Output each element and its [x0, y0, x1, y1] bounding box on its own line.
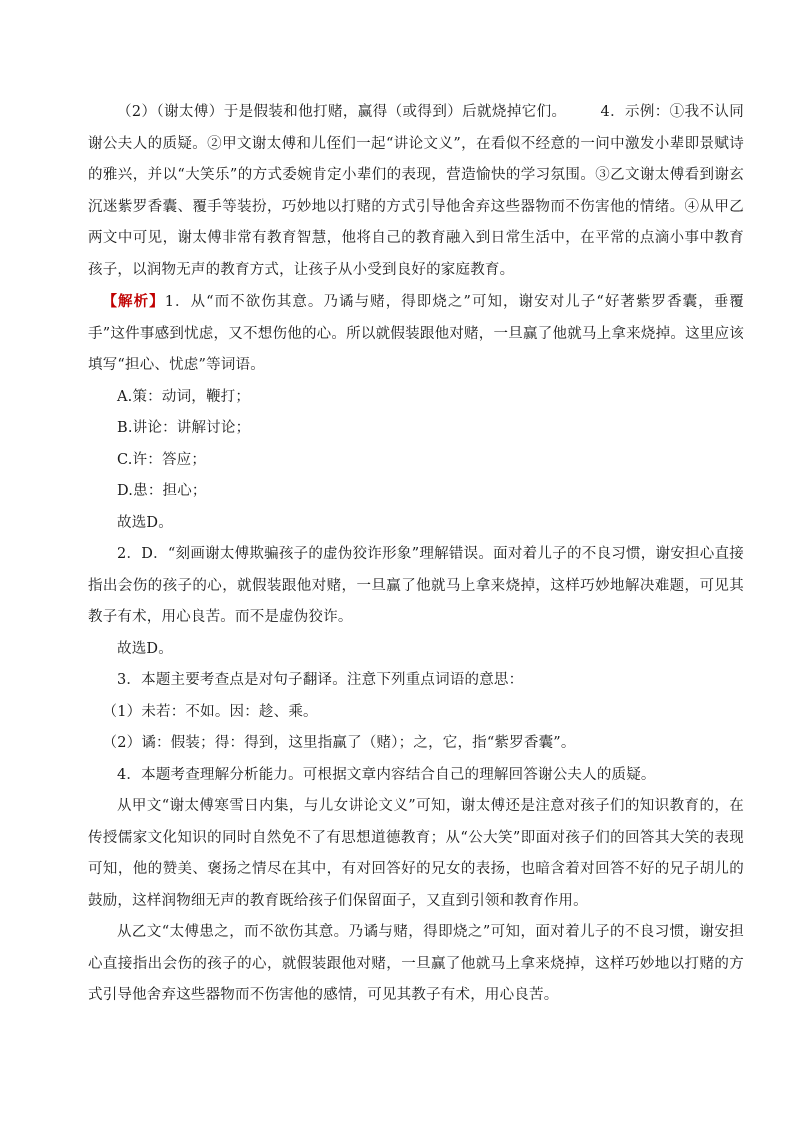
analysis-q3: 3．本题主要考查点是对句子翻译。注意下列重点词语的意思： — [117, 672, 524, 688]
analysis-paragraph-1 — [88, 286, 744, 382]
analysis-q4-text-a: 从甲文“谢太傅寒雪日内集，与儿女讲论文义”可知，谢太傅还是注意对孩子们的知识教育的，在传授儒家文化知识的同时自然免不了有思想道德教育；从“公大笑”即面对孩子们的回答其大笑的表现可知，他的赞美、褒扬之情尽在其中，有对回答好的兄女的表扬，也暗含着对回答不好的兄子胡儿的鼓励，这样润物细无声的教育既给孩子们保留面子，又直到引领和教育作用。 — [88, 798, 744, 909]
analysis-q4: 4．本题考查理解分析能力。可根据文章内容结合自己的理解回答谢公夫人的质疑。 — [117, 766, 656, 783]
analysis-q1: 1．从“而不欲伤其意。乃谲与赌，得即烧之”可知，谢安对儿子“好著紫罗香囊，垂覆手”这件事感到忧虑，又不想伤他的心。所以就假装跟他对赌，一旦赢了他就马上拿来烧掉。这里应该填写“担心、忧虑”等词语。 — [88, 294, 744, 373]
choose-answer-2: 故选D。 — [117, 640, 173, 657]
analysis-q3-item-2: （2）谲：假装；得：得到，这里指赢了（赌）；之，它，指“紫罗香囊”。 — [102, 735, 576, 751]
answer-3-2: （2）（谢太傅）于是假装和他打赌，赢得（或得到）后就烧掉它们。 — [117, 104, 567, 120]
option-c: C.许：答应； — [117, 451, 207, 468]
option-a: A.策：动词，鞭打； — [117, 388, 251, 405]
analysis-tag: 【解析】 — [102, 293, 165, 310]
analysis-q2: 2．D．“刻画谢太傅欺骗孩子的虚伪狡诈形象”理解错误。面对着儿子的不良习惯，谢安担心直接指出会伤的孩子的心，就假装跟他对赌，一旦赢了他就马上拿来烧掉，这样巧妙地解决难题，可见其教子有术，用心良苦。而不是虚伪狡诈。 — [88, 546, 744, 625]
analysis-q4-text-b: 从乙文“太傅患之，而不欲伤其意。乃谲与赌，得即烧之”可知，面对着儿子的不良习惯，谢安担心直接指出会伤的孩子的心，就假装跟他对赌，一旦赢了他就马上拿来烧掉，这样巧妙地以打赌的方式引导他舍弃这些器物而不伤害他的感情，可见其教子有术，用心良苦。 — [88, 924, 744, 1003]
document-body — [88, 97, 744, 1012]
option-b: B.讲论：讲解讨论； — [117, 420, 251, 436]
choose-answer-1: 故选D。 — [117, 514, 173, 531]
answer-4: 4．示例：①我不认同谢公夫人的质疑。②甲文谢太傅和儿侄们一起“讲论文义”，在看似不经意的一问中激发小辈即景赋诗的雅兴，并以“大笑乐”的方式委婉肯定小辈们的表现，营造愉快的学习氛围。③乙文谢太傅看到谢玄沉迷紫罗香囊、覆手等装扮，巧妙地以打赌的方式引导他舍弃这些器物而不伤害他的情绪。④从甲乙两文中可见，谢太傅非常有教育智慧，他将自己的教育融入到日常生活中，在平常的点滴小事中教育孩子，以润物无声的教育方式，让孩子从小受到良好的家庭教育。 — [88, 104, 744, 278]
analysis-q3-item-1: （1）未若：不如。因：趁、乘。 — [102, 703, 318, 720]
option-d: D.患：担心； — [117, 483, 207, 499]
answer-paragraph — [88, 97, 744, 286]
